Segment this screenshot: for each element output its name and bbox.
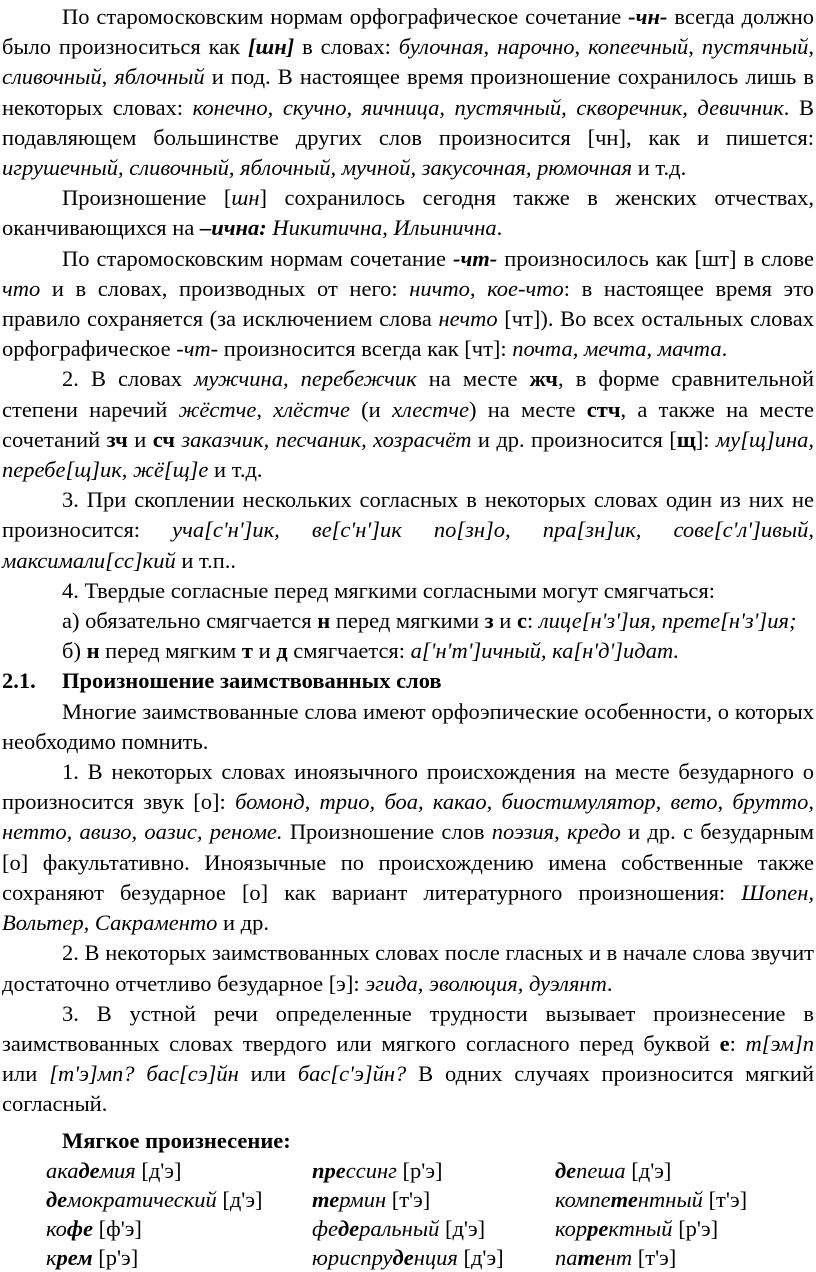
text: и др. <box>217 910 269 936</box>
table-cell <box>46 1214 312 1243</box>
emphasis: -чт- <box>452 245 498 271</box>
stressed-syllable: де <box>337 1215 360 1241</box>
paragraph-10 <box>2 757 814 938</box>
paragraph-6: 4. Твердые согласные перед мягкими согласными могут смягчаться: <box>62 577 715 603</box>
paragraph-5 <box>2 485 814 576</box>
example: нарочно <box>497 34 575 60</box>
table-cell <box>46 1185 312 1214</box>
table-cell <box>312 1156 555 1185</box>
example: пустячный <box>701 34 809 60</box>
text: ) на месте <box>468 396 587 422</box>
table-cell <box>312 1185 555 1214</box>
example-word: термин <box>312 1186 387 1212</box>
example: уча[с'н']ик, ве[с'н']ик по[зн]о, пра[зн]ик, сове[с'л']ивый, максимали[сс]кий <box>2 517 814 573</box>
transcription: [д'э] <box>216 1186 263 1212</box>
stressed-syllable: пре <box>312 1157 346 1183</box>
example: бас[с'э]йн? <box>297 1061 407 1087</box>
table-row <box>46 1185 747 1214</box>
example: поэзия, кредо <box>491 819 621 845</box>
example: почта, мечта, мачта <box>512 336 722 362</box>
text: и т.п.. <box>175 547 237 573</box>
text: (и <box>349 396 392 422</box>
text: По старомосковским нормам орфографическое сочетание <box>62 4 629 29</box>
text: [чт]). Во всех остальных словах орфографическое - <box>2 306 814 362</box>
table-row <box>46 1156 747 1185</box>
example: лице[н'з']ия, прете[н'з']ия; <box>538 608 797 634</box>
stressed-syllable: рем <box>56 1244 93 1270</box>
example: хлестче <box>391 396 469 422</box>
text: и <box>493 608 517 634</box>
example: Шопен, Вольтер, Сакраменто <box>2 879 814 936</box>
text: и т.д. <box>208 457 263 483</box>
example: мужчина, перебежчик <box>194 366 417 392</box>
transcription: [ф'э] <box>93 1215 142 1241</box>
example: копеечный <box>588 34 689 60</box>
example: заказчик, песчаник, хозрасчёт <box>181 426 472 452</box>
text: ]: <box>695 426 716 452</box>
table-cell <box>555 1156 747 1185</box>
text: , <box>688 34 702 60</box>
text: 3. При скоплении нескольких согласных в некоторых словах один из них не произносится: <box>2 487 814 543</box>
text: : в настоящее время это правило сохраняется (за исключением слова <box>2 275 814 332</box>
emphasis: сч <box>152 426 175 452</box>
text: и т.д. <box>632 155 687 181</box>
text: 2. В словах <box>62 366 195 392</box>
transcription: [т'э] <box>632 1244 677 1270</box>
emphasis: з <box>484 608 494 634</box>
stressed-syllable: де <box>46 1186 68 1212</box>
text: в словах: <box>294 34 399 60</box>
text: или <box>238 1061 298 1087</box>
table-cell <box>312 1214 555 1243</box>
example: Никитична <box>272 215 383 241</box>
paragraph-8 <box>2 636 814 666</box>
table-cell <box>555 1243 747 1272</box>
example: яблочный <box>114 64 205 90</box>
table-cell <box>555 1185 747 1214</box>
soft-pronunciation-table <box>46 1156 747 1272</box>
paragraph-12 <box>2 999 814 1120</box>
emphasis: т <box>241 638 253 664</box>
transcription: [д'э] <box>625 1157 672 1183</box>
emphasis: жч <box>529 366 558 392</box>
example: Ильинична <box>393 215 497 241</box>
table-row <box>46 1243 747 1272</box>
example: конечно, скучно, яичница, пустячный, скворечник, девичник <box>192 94 784 120</box>
table-cell <box>312 1243 555 1272</box>
text: В одних случаях произносится мягкий согласный. <box>2 1061 814 1117</box>
text: . <box>606 970 613 996</box>
soft-pronunciation-title: Мягкое произнесение: <box>62 1127 291 1153</box>
text: и <box>252 638 277 664</box>
emphasis: е <box>719 1030 730 1056</box>
paragraph-11 <box>2 938 814 998</box>
text: . <box>721 336 728 362</box>
table-row <box>46 1214 747 1243</box>
text: произносится всегда как [чт]: <box>218 336 513 362</box>
emphasis: –ична: <box>199 215 267 241</box>
example: ничто, кое-что <box>409 275 564 301</box>
text: ] сохранилось сегодня также в женских отчествах, оканчивающихся на <box>2 185 814 241</box>
text: 2. В некоторых заимствованных словах после гласных и в начале слова звучит достаточно отчетливо безударное [э]: <box>2 940 814 996</box>
stressed-syllable: де <box>555 1157 577 1183</box>
section-title: Произношение заимствованных слов <box>62 668 442 694</box>
section-number: 2.1. <box>2 668 36 694</box>
example-word: прессинг <box>312 1157 397 1183</box>
section-heading <box>2 666 814 696</box>
example: что <box>2 275 41 301</box>
paragraph-3 <box>2 244 814 365</box>
example-word: кофе <box>46 1215 94 1241</box>
example-word: патент <box>555 1244 633 1270</box>
example: шн <box>231 185 260 211</box>
text: , в форме сравнительной степени наречий <box>2 366 814 422</box>
emphasis: зч <box>106 426 128 452</box>
example: т[эм]п <box>745 1030 814 1056</box>
text: : <box>526 608 539 634</box>
text: Произношение [ <box>62 185 232 211</box>
example: бомонд, трио, боа, какао, биостимулятор, вето, брутто, нетто, авизо, оазис, реноме. <box>2 789 814 845</box>
text: 3. В устной речи определенные трудности вызывает произнесение в заимствованных словах твердого или мягкого согласного перед буквой <box>2 1000 814 1056</box>
text: . В подавляющем большинстве других слов произносится [чн], как и пишется: <box>2 94 815 150</box>
text: , а также на месте сочетаний <box>2 396 814 452</box>
text: , <box>574 34 589 60</box>
emphasis: стч <box>586 396 621 422</box>
transcription: [д'э] <box>439 1215 486 1241</box>
transcription: [т'э] <box>386 1186 431 1212</box>
text: и др. с безударным [о] факультативно. Иноязычные по происхождению имена собственные также сохраняют безударное [о] как вариант литературного произношения: <box>2 819 814 905</box>
text: , <box>808 34 815 60</box>
text: б) <box>62 638 87 664</box>
transcription: [р'э] <box>672 1215 719 1241</box>
text: , <box>483 34 498 60</box>
stressed-syllable: де <box>392 1244 414 1270</box>
transcription: [д'э] <box>135 1157 182 1183</box>
text: По старомосковским нормам сочетание <box>62 245 453 271</box>
table-cell <box>46 1156 312 1185</box>
example: эгида, эволюция, дуэлянт <box>365 970 607 996</box>
text: всегда должно было произноситься как <box>2 4 814 60</box>
transcription: [р'э] <box>396 1157 443 1183</box>
emphasis: н <box>317 608 331 634</box>
stressed-syllable: ре <box>587 1215 609 1241</box>
text: перед мягкими <box>330 608 485 634</box>
stressed-syllable: те <box>610 1186 638 1212</box>
text: 1. В некоторых словах иноязычного происхождения на месте безударного о произносится звук [о]: <box>2 759 814 815</box>
stressed-syllable: фе <box>66 1215 94 1241</box>
example: а['н'т']ичный, ка[н'д']идат. <box>410 638 680 664</box>
text: смягчается: <box>287 638 411 664</box>
text: или <box>2 1061 50 1087</box>
stressed-syllable: де <box>78 1157 100 1183</box>
text: перед мягким <box>99 638 242 664</box>
paragraph-7 <box>2 606 814 636</box>
emphasis: щ <box>676 426 696 452</box>
text: и в словах, производных от него: <box>40 275 410 301</box>
paragraph-2 <box>2 183 814 243</box>
text: а) обязательно смягчается <box>62 608 318 634</box>
example: чт- <box>183 336 219 362</box>
emphasis: с <box>516 608 527 634</box>
emphasis: д <box>276 638 288 664</box>
paragraph-4 <box>2 364 814 485</box>
example-word: юриспруденция <box>312 1244 458 1270</box>
text: , <box>382 215 394 241</box>
text: и <box>127 426 153 452</box>
emphasis: н <box>86 638 100 664</box>
table-cell <box>46 1243 312 1272</box>
text: , <box>101 64 115 90</box>
example-word: федеральный <box>312 1215 440 1241</box>
example-word: академия <box>46 1157 136 1183</box>
example-word: демократический <box>46 1186 217 1212</box>
example: жёстче, хлёстче <box>178 396 350 422</box>
text: произносилось как [шт] в слове <box>497 245 814 271</box>
example-word: корректный <box>555 1215 673 1241</box>
example-word: депеша <box>555 1157 626 1183</box>
example-word: компетентный <box>555 1186 703 1212</box>
example: сливочный <box>2 64 102 90</box>
text: и др. произносится [ <box>471 426 677 452</box>
text: : <box>729 1030 746 1056</box>
example: му[щ]ина, перебе[щ]ик, жё[щ]е <box>2 426 814 483</box>
text: Произношение слов <box>282 819 492 845</box>
emphasis: [шн] <box>247 34 295 60</box>
example: [т'э]мп? бас[сэ]йн <box>49 1061 239 1087</box>
example-word: крем <box>46 1244 93 1270</box>
example: булочная <box>398 34 484 60</box>
transcription: [р'э] <box>92 1244 139 1270</box>
table-cell <box>555 1214 747 1243</box>
text: . <box>496 215 503 241</box>
text: на месте <box>416 366 530 392</box>
stressed-syllable: те <box>577 1244 605 1270</box>
text: и под. В настоящее время произношение сохранилось лишь в некоторых словах: <box>2 64 814 120</box>
paragraph-1 <box>2 2 814 183</box>
emphasis: -чн- <box>628 4 668 29</box>
stressed-syllable: те <box>312 1186 340 1212</box>
paragraph-9: Многие заимствованные слова имеют орфоэпические особенности, о которых необходимо помнить. <box>2 698 814 754</box>
transcription: [д'э] <box>457 1244 504 1270</box>
example: нечто <box>438 306 498 332</box>
transcription: [т'э] <box>702 1186 748 1212</box>
example: игрушечный, сливочный, яблочный, мучной, закусочная, рюмочная <box>2 155 633 181</box>
